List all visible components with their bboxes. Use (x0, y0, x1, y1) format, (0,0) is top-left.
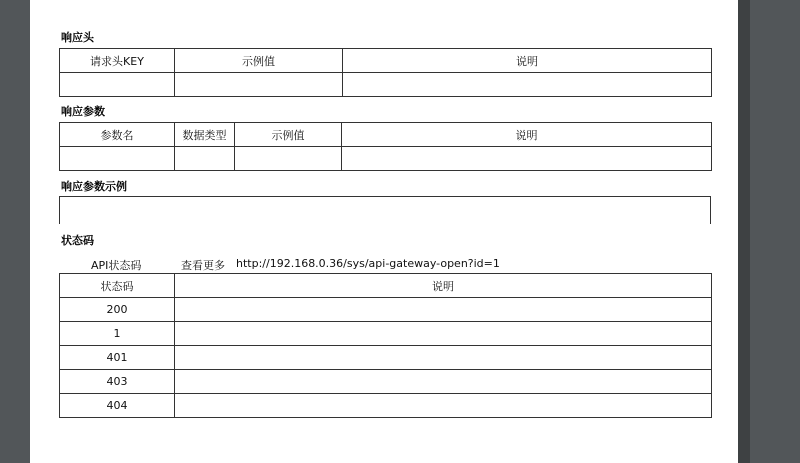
status-code-cell: 403 (60, 370, 175, 394)
status-code-cell: 401 (60, 346, 175, 370)
table-row (60, 346, 712, 370)
table-row (60, 298, 712, 322)
api-status-code-label: API状态码 (91, 259, 142, 272)
table-row (60, 394, 712, 418)
description-cell (175, 346, 712, 370)
column-header: 说明 (342, 123, 712, 147)
response-headers-heading: 响应头 (61, 31, 94, 44)
status-code-cell: 404 (60, 394, 175, 418)
table-cell (343, 73, 712, 97)
table-row (60, 73, 712, 97)
table-row (60, 370, 712, 394)
column-header: 数据类型 (175, 123, 235, 147)
description-cell (175, 370, 712, 394)
table-header-row (60, 274, 712, 298)
table-cell (60, 147, 175, 171)
see-more-label: 查看更多 (181, 259, 225, 272)
column-header: 说明 (175, 274, 712, 298)
response-params-heading: 响应参数 (61, 105, 105, 118)
table-cell (60, 73, 175, 97)
table-header-row (60, 49, 712, 73)
response-example-box (59, 196, 711, 224)
column-header: 参数名 (60, 123, 175, 147)
description-cell (175, 394, 712, 418)
status-codes-table (59, 273, 712, 418)
viewer-page-shadow (738, 0, 750, 463)
status-code-cell: 200 (60, 298, 175, 322)
column-header: 请求头KEY (60, 49, 175, 73)
table-cell (342, 147, 712, 171)
response-headers-table (59, 48, 712, 97)
description-cell (175, 298, 712, 322)
api-gateway-link[interactable]: http://192.168.0.36/sys/api-gateway-open?id=1 (236, 257, 500, 270)
table-cell (175, 147, 235, 171)
column-header: 状态码 (60, 274, 175, 298)
response-example-heading: 响应参数示例 (61, 180, 127, 193)
column-header: 示例值 (175, 49, 343, 73)
column-header: 示例值 (235, 123, 342, 147)
description-cell (175, 322, 712, 346)
status-codes-heading: 状态码 (61, 234, 94, 247)
status-code-cell: 1 (60, 322, 175, 346)
response-params-table (59, 122, 712, 171)
table-row (60, 322, 712, 346)
table-row (60, 147, 712, 171)
table-header-row (60, 123, 712, 147)
table-cell (175, 73, 343, 97)
table-cell (235, 147, 342, 171)
document-page (30, 0, 738, 463)
column-header: 说明 (343, 49, 712, 73)
